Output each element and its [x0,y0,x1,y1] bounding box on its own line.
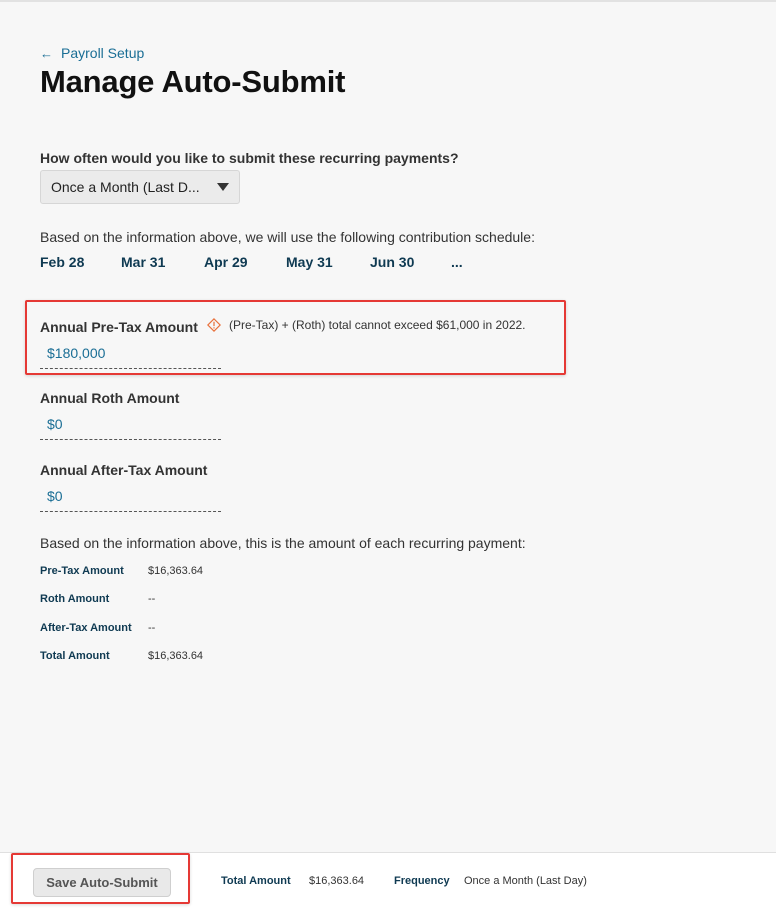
roth-label: Annual Roth Amount [40,390,180,406]
page-title: Manage Auto-Submit [40,64,346,99]
save-auto-submit-button[interactable]: Save Auto-Submit [33,868,171,897]
schedule-date: May 31 [286,254,333,270]
warning-icon [207,318,221,332]
schedule-date: Apr 29 [204,254,248,270]
summary-row-label: Roth Amount [40,593,110,605]
schedule-date: Mar 31 [121,254,166,270]
schedule-date: Feb 28 [40,254,85,270]
frequency-select-value: Once a Month (Last D... [51,179,200,195]
back-link-label: Payroll Setup [61,45,145,61]
summary-row [40,565,203,577]
aftertax-label: Annual After-Tax Amount [40,462,208,478]
back-link-payroll-setup[interactable] [40,45,144,61]
aftertax-amount-input[interactable]: $0 [40,488,221,512]
summary-intro: Based on the information above, this is the amount of each recurring payment: [40,535,526,551]
summary-row [40,650,203,662]
footer-total-label: Total Amount [221,875,291,887]
summary-row [40,593,155,605]
arrow-left-icon: ← [40,45,53,61]
top-border [0,0,776,2]
pretax-label: Annual Pre-Tax Amount [40,319,198,335]
schedule-date-more: ... [451,254,463,270]
caret-down-icon [217,183,229,191]
frequency-select[interactable] [40,170,240,204]
summary-row-value: $16,363.64 [148,565,204,577]
summary-row-value: -- [148,622,156,634]
schedule-dates [40,254,463,270]
summary-row [40,622,155,634]
pretax-warning-text: (Pre-Tax) + (Roth) total cannot exceed $61,000 in 2022. [229,318,526,332]
summary-row-value: $16,363.64 [148,650,204,662]
footer-frequency-value: Once a Month (Last Day) [464,875,587,887]
footer-frequency-label: Frequency [394,875,450,887]
frequency-question: How often would you like to submit these recurring payments? [40,150,459,166]
roth-amount-input[interactable]: $0 [40,416,221,440]
schedule-date: Jun 30 [370,254,415,270]
summary-row-label: Total Amount [40,650,110,662]
pretax-warning [207,318,526,332]
pretax-amount-input[interactable]: $180,000 [40,345,221,369]
summary-row-value: -- [148,593,156,605]
summary-row-label: Pre-Tax Amount [40,565,124,577]
schedule-intro: Based on the information above, we will use the following contribution schedule: [40,229,535,245]
summary-row-label: After-Tax Amount [40,622,132,634]
footer-total-value: $16,363.64 [309,875,365,887]
